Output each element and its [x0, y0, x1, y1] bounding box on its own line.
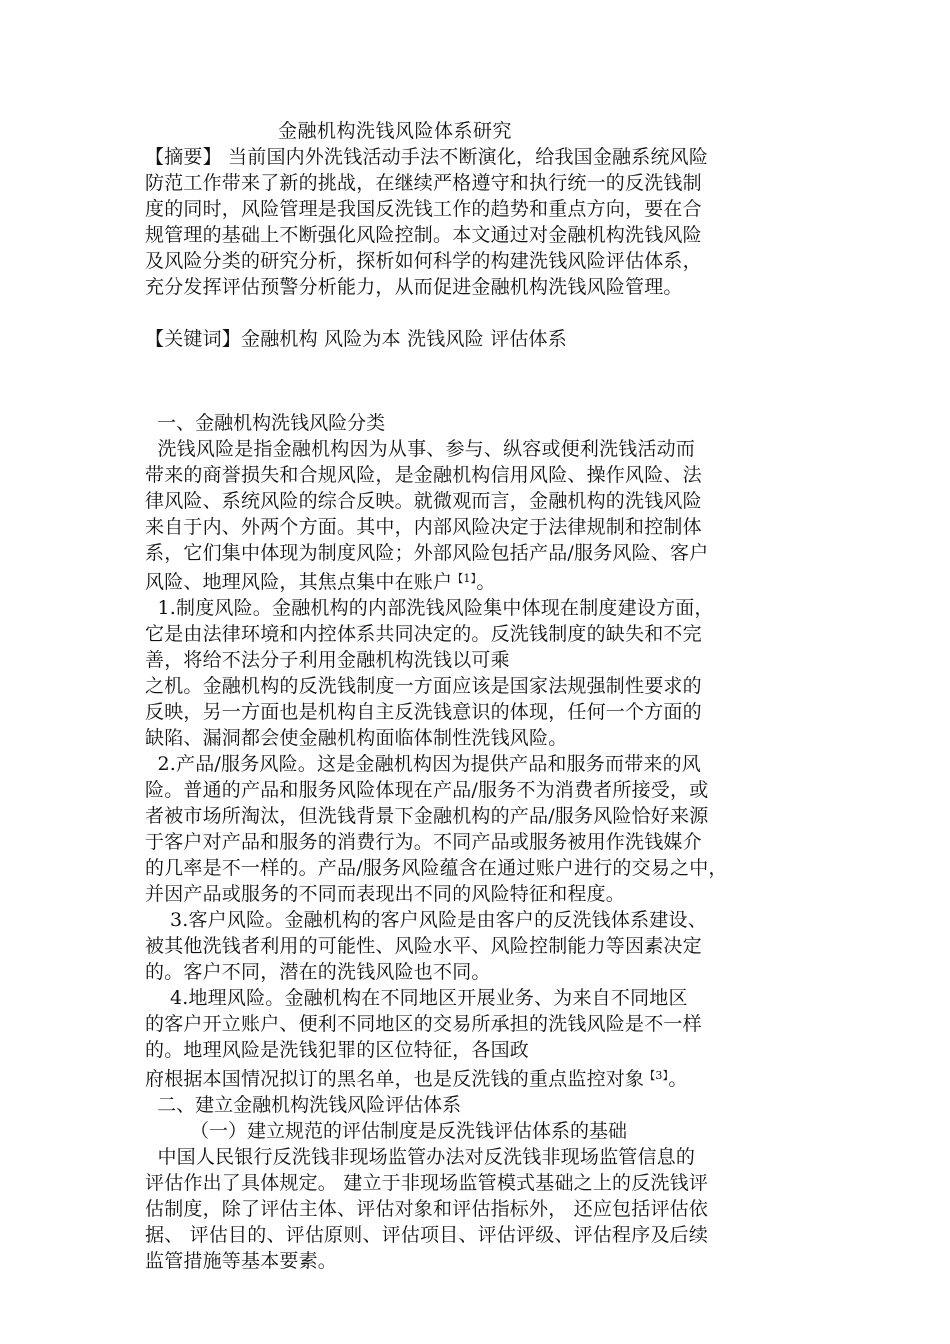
paragraph-line: 带来的商誉损失和合规风险，是金融机构信用风险、操作风险、法: [145, 464, 702, 486]
abstract: [145, 144, 820, 300]
citation-ref: 【3】: [644, 1069, 669, 1082]
abstract-line: 【摘要】 当前国内外洗钱活动手法不断演化，给我国金融系统风险: [145, 146, 709, 168]
paragraph-line: 洗钱风险是指金融机构因为从事、参与、纵容或便利洗钱活动而: [145, 438, 696, 460]
document-title: 金融机构洗钱风险体系研究: [278, 120, 513, 142]
paragraph-text: 。: [668, 1068, 688, 1090]
abstract-line: 及风险分类的研究分析，探析如何科学的构建洗钱风险评估体系，: [145, 250, 702, 272]
paragraph-line: 估制度，除了评估主体、评估对象和评估指标外， 还应包括评估依: [145, 1198, 709, 1220]
abstract-line: 度的同时，风险管理是我国反洗钱工作的趋势和重点方向，要在合: [145, 198, 702, 220]
paragraph-line: 险。普通的产品和服务风险体现在产品/服务不为消费者所接受，或: [145, 779, 709, 801]
section-1: [145, 410, 820, 1092]
paragraph-line: 的几率是不一样的。产品/服务风险蕴含在通过账户进行的交易之中，: [145, 857, 728, 879]
paragraph-line: 者被市场所淘汰，但洗钱背景下金融机构的产品/服务风险恰好来源: [145, 805, 709, 827]
paragraph-line: 的客户开立账户、便利不同地区的交易所承担的洗钱风险是不一样: [145, 1013, 702, 1035]
section-1-heading: 一、金融机构洗钱风险分类: [145, 412, 386, 434]
paragraph-line: 善，将给不法分子利用金融机构洗钱以可乘: [145, 649, 510, 671]
section-2-heading: 二、建立金融机构洗钱风险评估体系: [145, 1094, 462, 1116]
paragraph-text: 风险、地理风险，其焦点集中在账户: [145, 571, 453, 593]
paragraph-text: 府根据本国情况拟订的黑名单，也是反洗钱的重点监控对象: [145, 1068, 645, 1090]
section-2: [145, 1092, 820, 1274]
citation-ref: 【1】: [452, 572, 477, 585]
paragraph-line: 于客户对产品和服务的消费行为。不同产品或服务被用作洗钱媒介: [145, 831, 702, 853]
document-page: [145, 118, 820, 1274]
paragraph-line: 来自于内、外两个方面。其中，内部风险决定于法律规制和控制体: [145, 516, 702, 538]
paragraph-line: 的。客户不同，潜在的洗钱风险也不同。: [145, 961, 491, 983]
subsection-heading: （一）建立规范的评估制度是反洗钱评估体系的基础: [190, 1120, 628, 1142]
paragraph-line: 1.制度风险。金融机构的内部洗钱风险集中体现在制度建设方面，: [145, 597, 714, 619]
paragraph-text: 。: [476, 571, 496, 593]
paragraph-line: 被其他洗钱者利用的可能性、风险水平、风险控制能力等因素决定: [145, 935, 702, 957]
paragraph-line: 之机。金融机构的反洗钱制度一方面应该是国家法规强制性要求的: [145, 675, 702, 697]
paragraph-line: 律风险、系统风险的综合反映。就微观而言，金融机构的洗钱风险: [145, 490, 702, 512]
paragraph-line: 3.客户风险。金融机构的客户风险是由客户的反洗钱体系建设、: [145, 909, 707, 931]
paragraph-line: 它是由法律环境和内控体系共同决定的。反洗钱制度的缺失和不完: [145, 623, 702, 645]
paragraph-line: 并因产品或服务的不同而表现出不同的风险特征和程度。: [145, 883, 626, 905]
abstract-line: 防范工作带来了新的挑战，在继续严格遵守和执行统一的反洗钱制: [145, 172, 702, 194]
paragraph-line: [145, 566, 820, 595]
paragraph-line: 2.产品/服务风险。这是金融机构因为提供产品和服务而带来的风: [145, 753, 702, 775]
paragraph-line: 4.地理风险。金融机构在不同地区开展业务、为来自不同地区: [145, 987, 688, 1009]
paragraph-line: 系，它们集中体现为制度风险；外部风险包括产品/服务风险、客户: [145, 542, 709, 564]
paragraph-line: 据、 评估目的、评估原则、评估项目、评估评级、评估程序及后续: [145, 1224, 709, 1246]
abstract-line: 充分发挥评估预警分析能力，从而促进金融机构洗钱风险管理。: [145, 276, 683, 298]
paragraph-line: 缺陷、漏洞都会使金融机构面临体制性洗钱风险。: [145, 727, 568, 749]
keywords: 【关键词】金融机构 风险为本 洗钱风险 评估体系: [145, 328, 567, 350]
paragraph-line: 反映，另一方面也是机构自主反洗钱意识的体现，任何一个方面的: [145, 701, 702, 723]
paragraph-line: [145, 1063, 820, 1092]
paragraph-line: 的。地理风险是洗钱犯罪的区位特征，各国政: [145, 1039, 530, 1061]
paragraph-line: 中国人民银行反洗钱非现场监管办法对反洗钱非现场监管信息的: [145, 1146, 696, 1168]
paragraph-line: 监管措施等基本要素。: [145, 1250, 338, 1272]
abstract-line: 规管理的基础上不断强化风险控制。本文通过对金融机构洗钱风险: [145, 224, 702, 246]
paragraph-line: 评估作出了具体规定。 建立于非现场监管模式基础之上的反洗钱评: [145, 1172, 709, 1194]
